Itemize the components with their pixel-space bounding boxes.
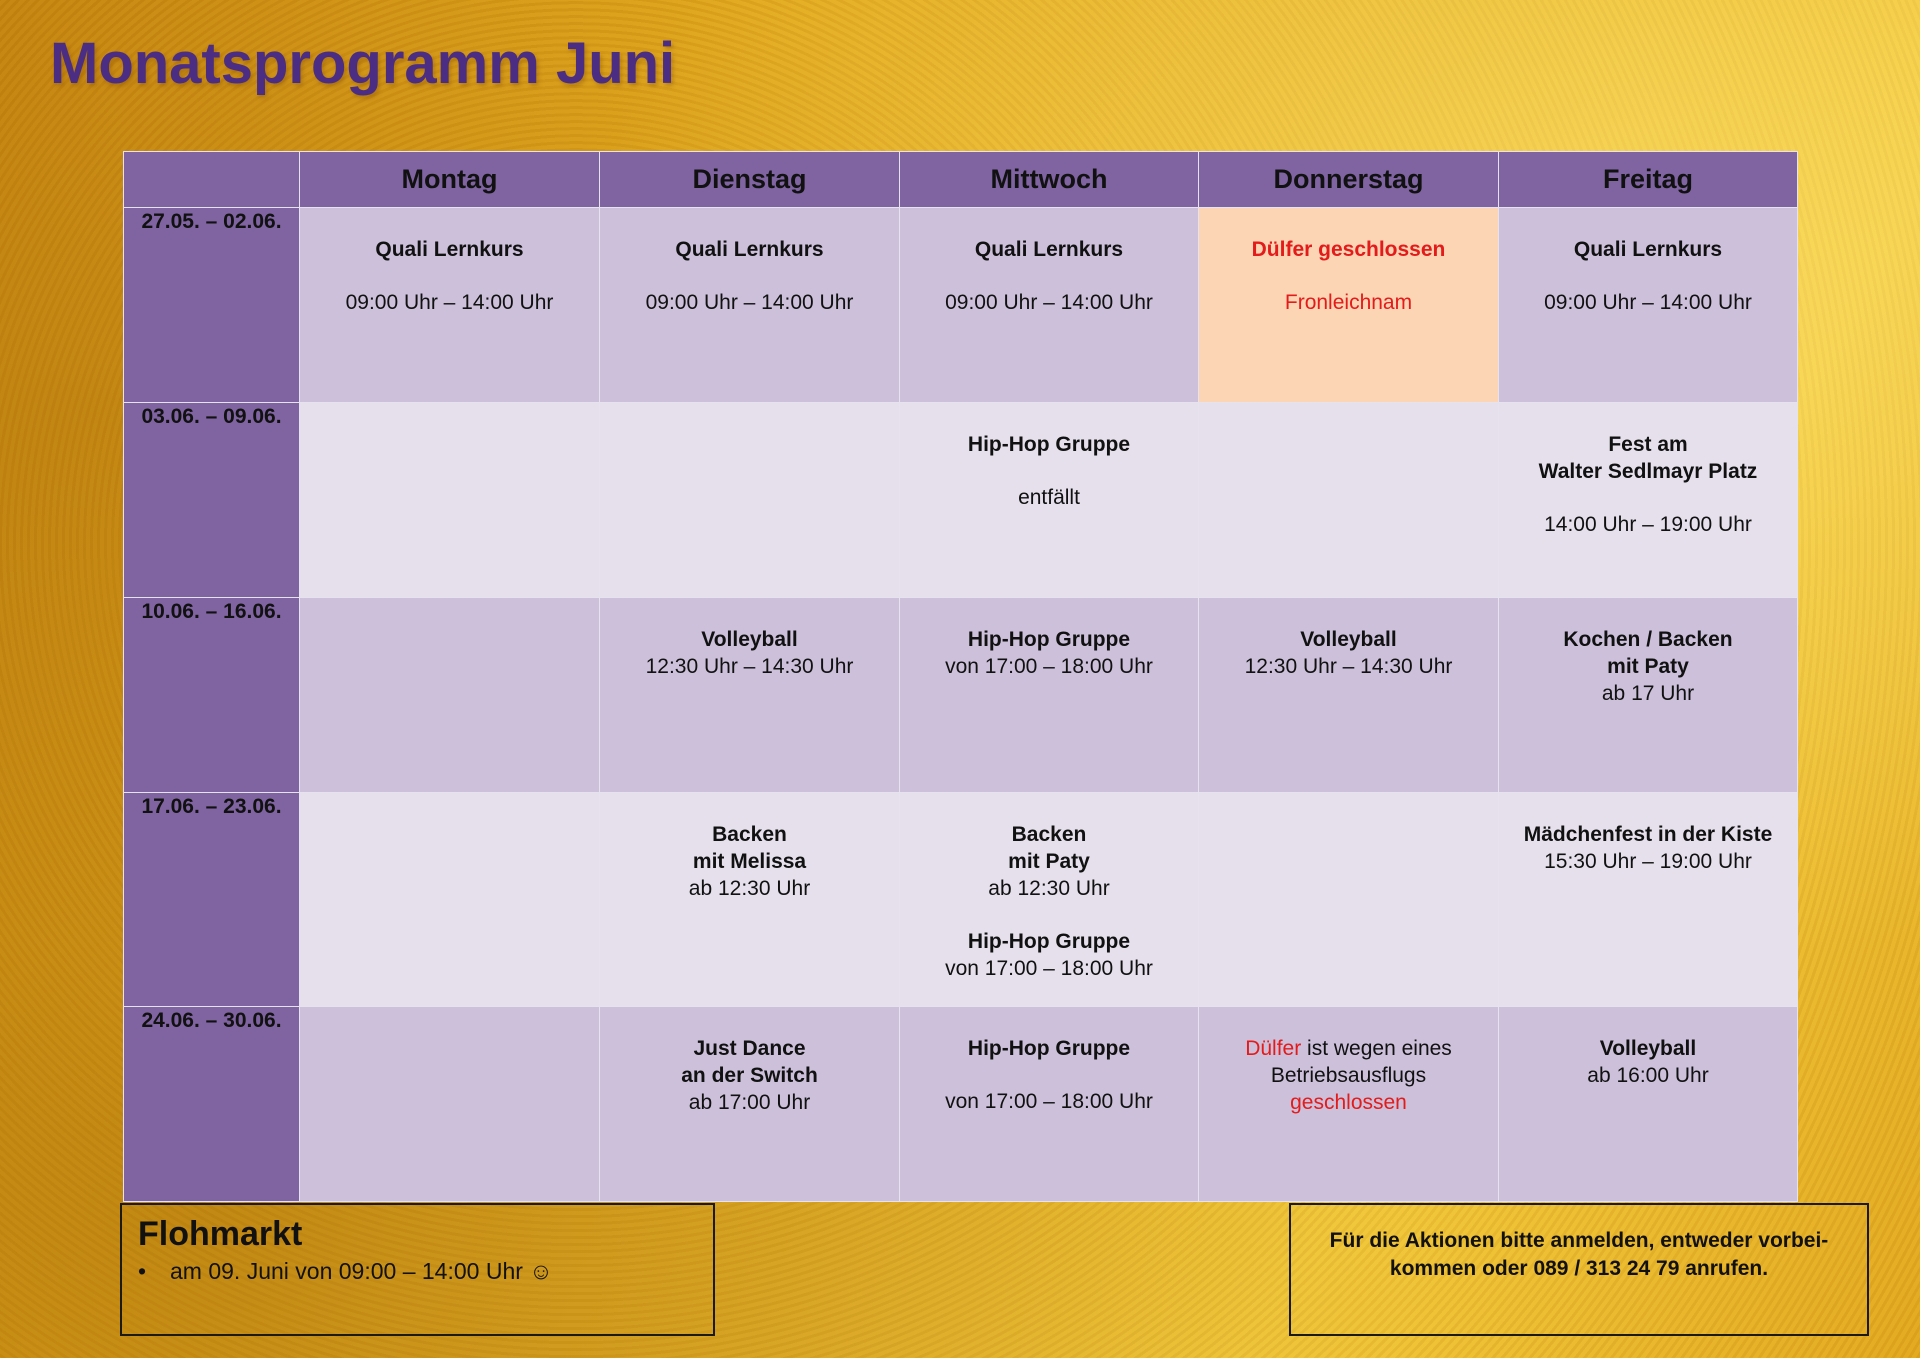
- table-row: [124, 793, 1798, 1007]
- cell-dienstag: [600, 793, 900, 1007]
- flohmarkt-item-text: am 09. Juni von 09:00 – 14:00 Uhr ☺: [170, 1258, 553, 1284]
- event-time-second: von 17:00 – 18:00 Uhr: [945, 957, 1153, 980]
- cell-freitag: [1499, 598, 1798, 793]
- event-time: 09:00 Uhr – 14:00 Uhr: [345, 291, 554, 314]
- event-title: Fest am: [1608, 433, 1688, 456]
- event-time: 15:30 Uhr – 19:00 Uhr: [1544, 850, 1752, 873]
- week-range: 17.06. – 23.06.: [124, 793, 300, 1007]
- event-time: von 17:00 – 18:00 Uhr: [945, 655, 1153, 678]
- closed-reason: Fronleichnam: [1284, 291, 1413, 314]
- event-title: Volleyball: [701, 628, 798, 651]
- closed-notice-text: ist wegen eines: [1301, 1037, 1452, 1060]
- cell-donnerstag: [1199, 403, 1499, 598]
- header-mittwoch: Mittwoch: [900, 152, 1199, 208]
- event-title: Volleyball: [1599, 1037, 1697, 1060]
- cell-dienstag: [600, 598, 900, 793]
- event-title-second: Hip-Hop Gruppe: [967, 930, 1131, 953]
- event-title: Volleyball: [1300, 628, 1397, 651]
- cell-montag: [300, 793, 600, 1007]
- header-row: [124, 152, 1798, 208]
- event-title: Just Dance: [693, 1037, 806, 1060]
- event-title: Backen: [712, 823, 787, 846]
- schedule-table: [123, 151, 1798, 1202]
- cell-dienstag: [600, 403, 900, 598]
- event-title: Hip-Hop Gruppe: [967, 433, 1131, 456]
- table-row: [124, 598, 1798, 793]
- event-time: 09:00 Uhr – 14:00 Uhr: [1544, 291, 1752, 314]
- event-title: Quali Lernkurs: [375, 238, 524, 261]
- event-title-line2: mit Melissa: [692, 850, 807, 873]
- table-row: [124, 403, 1798, 598]
- closed-notice-line3: geschlossen: [1290, 1091, 1407, 1114]
- event-time: 09:00 Uhr – 14:00 Uhr: [945, 291, 1153, 314]
- table-row: [124, 208, 1798, 403]
- cell-donnerstag: [1199, 793, 1499, 1007]
- table-row: [124, 1007, 1798, 1202]
- event-note: entfällt: [1018, 486, 1080, 509]
- page-title: Monatsprogramm Juni: [50, 31, 676, 96]
- header-montag: Montag: [300, 152, 600, 208]
- event-title: Mädchenfest in der Kiste: [1523, 823, 1773, 846]
- cell-mittwoch: [900, 208, 1199, 403]
- cell-donnerstag: [1199, 1007, 1499, 1202]
- flohmarkt-item: [138, 1258, 697, 1285]
- flohmarkt-box: [120, 1203, 715, 1336]
- cell-freitag: [1499, 208, 1798, 403]
- event-title-line2: Walter Sedlmayr Platz: [1538, 460, 1758, 483]
- cell-freitag: [1499, 1007, 1798, 1202]
- event-title: Kochen / Backen: [1563, 628, 1733, 651]
- event-title: Hip-Hop Gruppe: [967, 628, 1131, 651]
- event-time: 12:30 Uhr – 14:30 Uhr: [645, 655, 854, 678]
- event-title: Backen: [1011, 823, 1087, 846]
- event-title: Hip-Hop Gruppe: [967, 1037, 1131, 1060]
- week-range: 27.05. – 02.06.: [124, 208, 300, 403]
- registration-note-line2: kommen oder 089 / 313 24 79 anrufen.: [1389, 1257, 1769, 1280]
- event-time: ab 12:30 Uhr: [688, 877, 811, 900]
- bullet-icon: •: [138, 1258, 147, 1284]
- event-title-line2: mit Paty: [1607, 655, 1689, 678]
- cell-dienstag: [600, 1007, 900, 1202]
- cell-montag: [300, 403, 600, 598]
- cell-freitag: [1499, 403, 1798, 598]
- cell-donnerstag: [1199, 208, 1499, 403]
- event-time: 09:00 Uhr – 14:00 Uhr: [645, 291, 854, 314]
- registration-note-line1: Für die Aktionen bitte anmelden, entweder vorbei-: [1329, 1229, 1829, 1252]
- closed-notice-line1: [1199, 1035, 1498, 1062]
- week-range: 03.06. – 09.06.: [124, 403, 300, 598]
- week-range: 10.06. – 16.06.: [124, 598, 300, 793]
- cell-mittwoch: [900, 598, 1199, 793]
- event-time: ab 12:30 Uhr: [988, 877, 1110, 900]
- event-title-line2: an der Switch: [681, 1064, 818, 1087]
- registration-note-box: [1289, 1203, 1869, 1336]
- cell-montag: [300, 598, 600, 793]
- header-dienstag: Dienstag: [600, 152, 900, 208]
- flohmarkt-heading: Flohmarkt: [138, 1215, 303, 1253]
- event-title-line2: mit Paty: [1008, 850, 1090, 873]
- event-title: Quali Lernkurs: [1573, 238, 1723, 261]
- cell-mittwoch: [900, 403, 1199, 598]
- cell-freitag: [1499, 793, 1798, 1007]
- event-time: 14:00 Uhr – 19:00 Uhr: [1544, 513, 1752, 536]
- closed-notice-line2: Betriebsausflugs: [1270, 1064, 1427, 1087]
- event-time: 12:30 Uhr – 14:30 Uhr: [1244, 655, 1453, 678]
- event-time: ab 17 Uhr: [1601, 682, 1695, 705]
- event-time: ab 17:00 Uhr: [688, 1091, 811, 1114]
- cell-montag: [300, 208, 600, 403]
- event-time: von 17:00 – 18:00 Uhr: [945, 1090, 1153, 1113]
- week-range: 24.06. – 30.06.: [124, 1007, 300, 1202]
- cell-montag: [300, 1007, 600, 1202]
- cell-donnerstag: [1199, 598, 1499, 793]
- cell-mittwoch: [900, 793, 1199, 1007]
- header-corner: [124, 152, 300, 208]
- cell-dienstag: [600, 208, 900, 403]
- event-title: Quali Lernkurs: [974, 238, 1124, 261]
- event-time: ab 16:00 Uhr: [1587, 1064, 1709, 1087]
- cell-mittwoch: [900, 1007, 1199, 1202]
- closed-notice: Dülfer geschlossen: [1251, 238, 1446, 261]
- closed-notice-red: Dülfer: [1245, 1037, 1302, 1060]
- header-freitag: Freitag: [1499, 152, 1798, 208]
- event-title: Quali Lernkurs: [675, 238, 824, 261]
- header-donnerstag: Donnerstag: [1199, 152, 1499, 208]
